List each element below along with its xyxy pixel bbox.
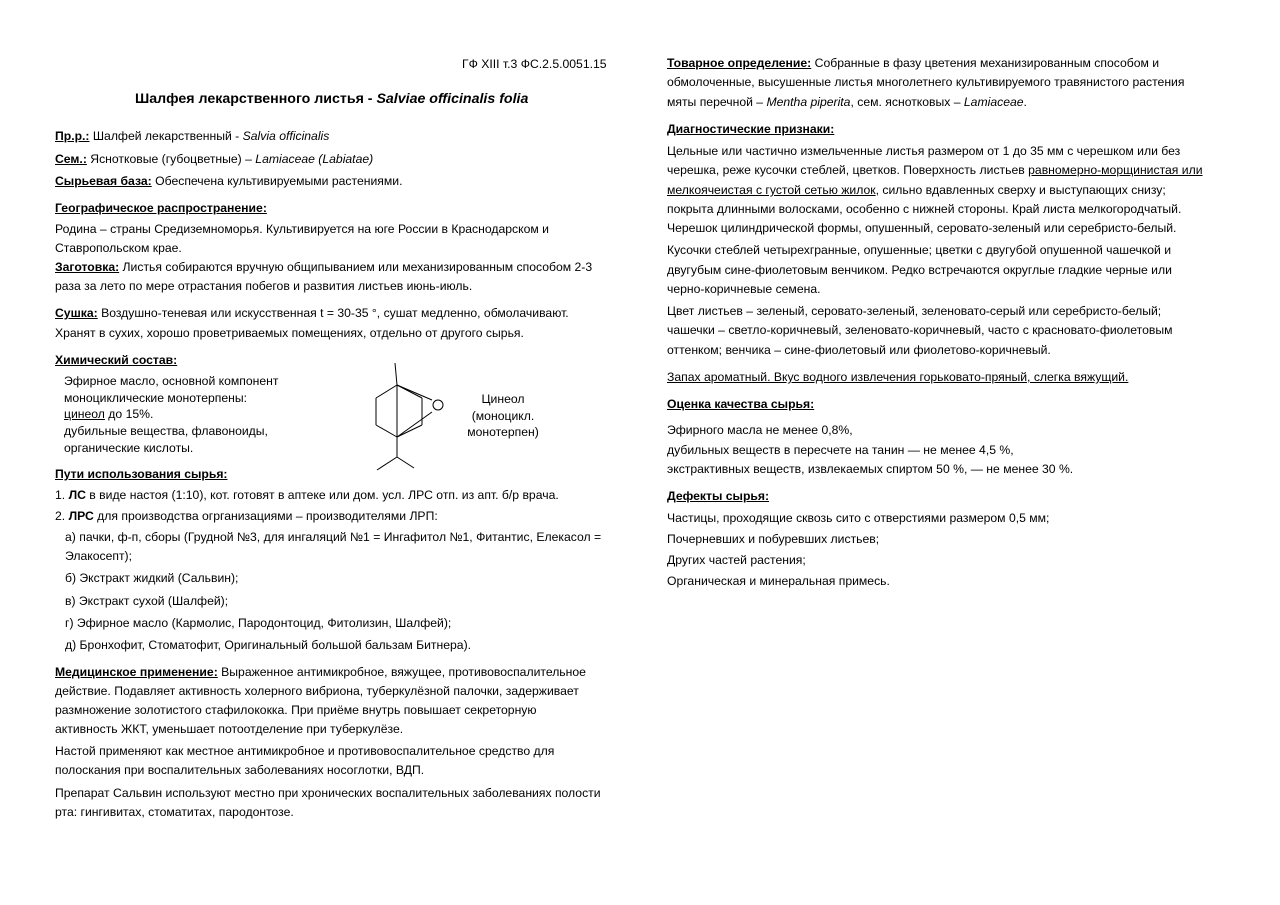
diagnostic-line: Цельные или частично измельченные листья размером от 1 до 35 мм с черешком или без <box>667 144 1181 158</box>
geography-heading: Географическое распространение: <box>55 201 267 215</box>
geography-line: Родина – страны Средиземноморья. Культивируется на юге России в Краснодарском и <box>55 222 549 236</box>
commodity-definition-line: Товарное определение: Собранные в фазу цветения механизированным способом и <box>667 56 1160 70</box>
commodity-definition-line: обмолоченные, высушенные листья многолетнего культивируемого травянистого растения <box>667 75 1185 89</box>
page-title: Шалфея лекарственного листья - Salviae officinalis folia <box>135 91 529 107</box>
medical-use-line: действие. Подавляет активность холерного вибриона, туберкулёзной палочки, задерживает <box>55 684 579 698</box>
diagnostic-heading: Диагностические признаки: <box>667 122 835 136</box>
defect-line: Других частей растения; <box>667 553 806 567</box>
harvesting-line: Заготовка: Листья собираются вручную общипыванием или механизированным способом 2-3 <box>55 260 593 274</box>
use-subitem: Элакосепт); <box>65 549 132 563</box>
diagnostic-line: Кусочки стеблей четырехгранные, опушенные; цветки с двугубой опушенной чашечкой и <box>667 243 1172 257</box>
defects-heading: Дефекты сырья: <box>667 489 770 503</box>
use-item: 2. ЛРС для производства огрганизациями – производителями ЛРП: <box>55 509 438 523</box>
medical-use-line: рта: гингивитах, стоматитах, пародонтозе. <box>55 805 294 819</box>
producing-plant: Пр.р.: Шалфей лекарственный - Salvia officinalis <box>55 129 330 143</box>
defect-line: Органическая и минеральная примесь. <box>667 574 890 588</box>
diagnostic-line: мелкоячеистая с густой сетью жилок, сильно вдавленных сверху и выступающих снизу; <box>667 183 1166 197</box>
use-subitem: г) Эфирное масло (Кармолис, Пародонтоцид, Фитолизин, Шалфей); <box>65 616 452 630</box>
quality-line: экстрактивных веществ, извлекаемых спиртом 50 %, — не менее 30 %. <box>667 462 1074 476</box>
diagnostic-line: покрыта длинными волосками, особенно с нижней стороны. Край листа мелкогородчатый. <box>667 202 1182 216</box>
diagnostic-line: черно-коричневые семена. <box>667 282 821 296</box>
defect-line: Частицы, проходящие сквозь сито с отверстиями размером 0,5 мм; <box>667 511 1050 525</box>
geography-line: Ставропольском крае. <box>55 241 182 255</box>
diagnostic-line: Черешок цилиндрической формы, опушенный, серовато-зеленый или серебристо-белый. <box>667 221 1177 235</box>
medical-use-line: Медицинское применение: Выраженное антимикробное, вяжущее, противовоспалительное <box>55 665 586 679</box>
diagnostic-line: черешка, реже кусочки стеблей, цветков. Поверхность листьев равномерно-морщинистая или <box>667 163 1203 177</box>
use-subitem: а) пачки, ф-п, сборы (Грудной №3, для ингаляций №1 = Ингафитол №1, Фитантис, Елекасол = <box>65 530 602 544</box>
medical-use-line: полоскания при воспалительных заболеваниях носоглотки, ВДП. <box>55 763 425 777</box>
defect-line: Почерневших и побуревших листьев; <box>667 532 880 546</box>
use-subitem: в) Экстракт сухой (Шалфей); <box>65 594 229 608</box>
uses-heading: Пути использования сырья: <box>55 467 228 481</box>
diagnostic-line: оттенком; венчика – сине-фиолетовый или фиолетово-коричневый. <box>667 343 1051 357</box>
medical-use-line: активность ЖКТ, уменьшает потоотделение при туберкулёзе. <box>55 722 404 736</box>
medical-use-line: Препарат Сальвин используют местно при хронических воспалительных заболеваниях полости <box>55 786 601 800</box>
pharmacopoeia-reference: ГФ XIII т.3 ФС.2.5.0051.15 <box>462 57 607 71</box>
use-subitem: д) Бронхофит, Стоматофит, Оригинальный большой бальзам Битнера). <box>65 638 472 652</box>
diagnostic-line: чашечки – светло-коричневый, зеленовато-коричневый, часто с красновато-фиолетовым <box>667 323 1173 337</box>
family: Сем.: Яснотковые (губоцветные) – Lamiaceae (Labiatae) <box>55 152 374 166</box>
quality-line: Эфирного масла не менее 0,8%, <box>667 423 853 437</box>
use-item: 1. ЛС в виде настоя (1:10), кот. готовят в аптеке или дом. усл. ЛРС отп. из апт. б/р врача. <box>55 488 559 502</box>
chemical-composition-heading: Химический состав: <box>55 353 178 367</box>
drying-line: Хранят в сухих, хорошо проветриваемых помещениях, отдельно от другого сырья. <box>55 326 524 340</box>
use-subitem: б) Экстракт жидкий (Сальвин); <box>65 571 239 585</box>
smell-taste: Запах ароматный. Вкус водного извлечения горьковато-пряный, слегка вяжущий. <box>667 370 1129 384</box>
quality-line: дубильных веществ в пересчете на танин — не менее 4,5 %, <box>667 443 1014 457</box>
commodity-definition-line: мяты перечной – Mentha piperita, сем. яснотковых – Lamiaceae. <box>667 95 1027 109</box>
raw-material-base: Сырьевая база: Обеспечена культивируемыми растениями. <box>55 174 403 188</box>
cineole-label: Цинеол (моноцикл. монотерпен) <box>467 392 539 440</box>
drying-line: Сушка: Воздушно-теневая или искусственная t = 30-35 °, сушат медленно, обмолачивают. <box>55 306 569 320</box>
medical-use-line: Настой применяют как местное антимикробное и противовоспалительное средство для <box>55 744 555 758</box>
diagnostic-line: двугубым сине-фиолетовым венчиком. Редко встречаются округлые гладкие черные или <box>667 263 1172 277</box>
harvesting-line: раза за лето по мере отрастания побегов и развития листьев июнь-июль. <box>55 279 473 293</box>
diagnostic-line: Цвет листьев – зеленый, серовато-зеленый, зеленовато-серый или серебристо-белый; <box>667 304 1162 318</box>
medical-use-line: размножение золотистого стафилококка. При приёме внутрь повышает секреторную <box>55 703 537 717</box>
chemical-composition-text: Эфирное масло, основной компонент моноциклические монотерпены: цинеол до 15%. дубильные вещества, флавоноиды, органические кислоты. <box>64 374 279 455</box>
quality-heading: Оценка качества сырья: <box>667 397 815 411</box>
